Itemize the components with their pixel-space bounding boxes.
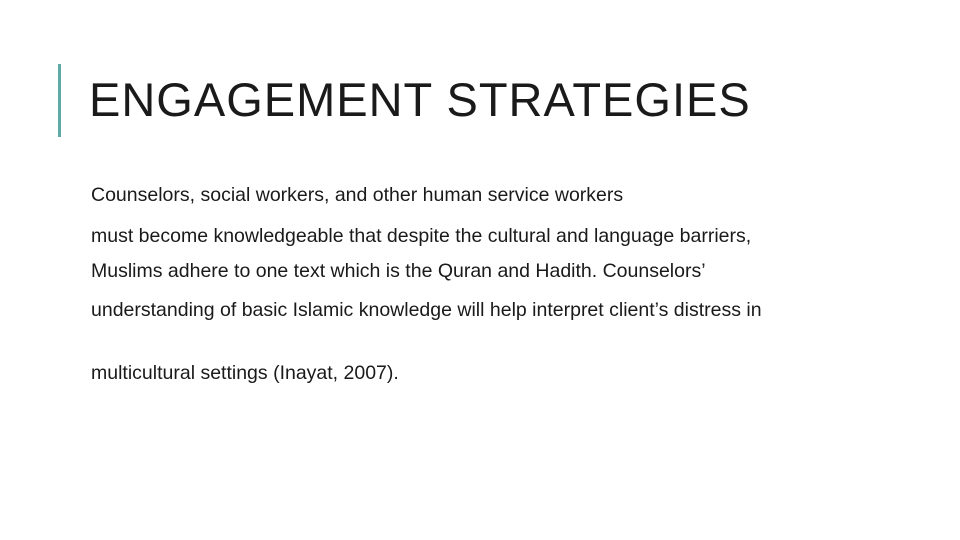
slide-title: ENGAGEMENT STRATEGIES (89, 73, 751, 126)
body-line: Counselors, social workers, and other human service workers (91, 184, 624, 206)
body-line: multicultural settings (Inayat, 2007). (91, 362, 399, 384)
body-line: understanding of basic Islamic knowledge will help interpret client’s distress in (91, 299, 762, 321)
body-line: must become knowledgeable that despite the cultural and language barriers, (91, 225, 752, 247)
title-accent-bar (58, 64, 61, 137)
body-line: Muslims adhere to one text which is the Quran and Hadith. Counselors’ (91, 260, 706, 282)
